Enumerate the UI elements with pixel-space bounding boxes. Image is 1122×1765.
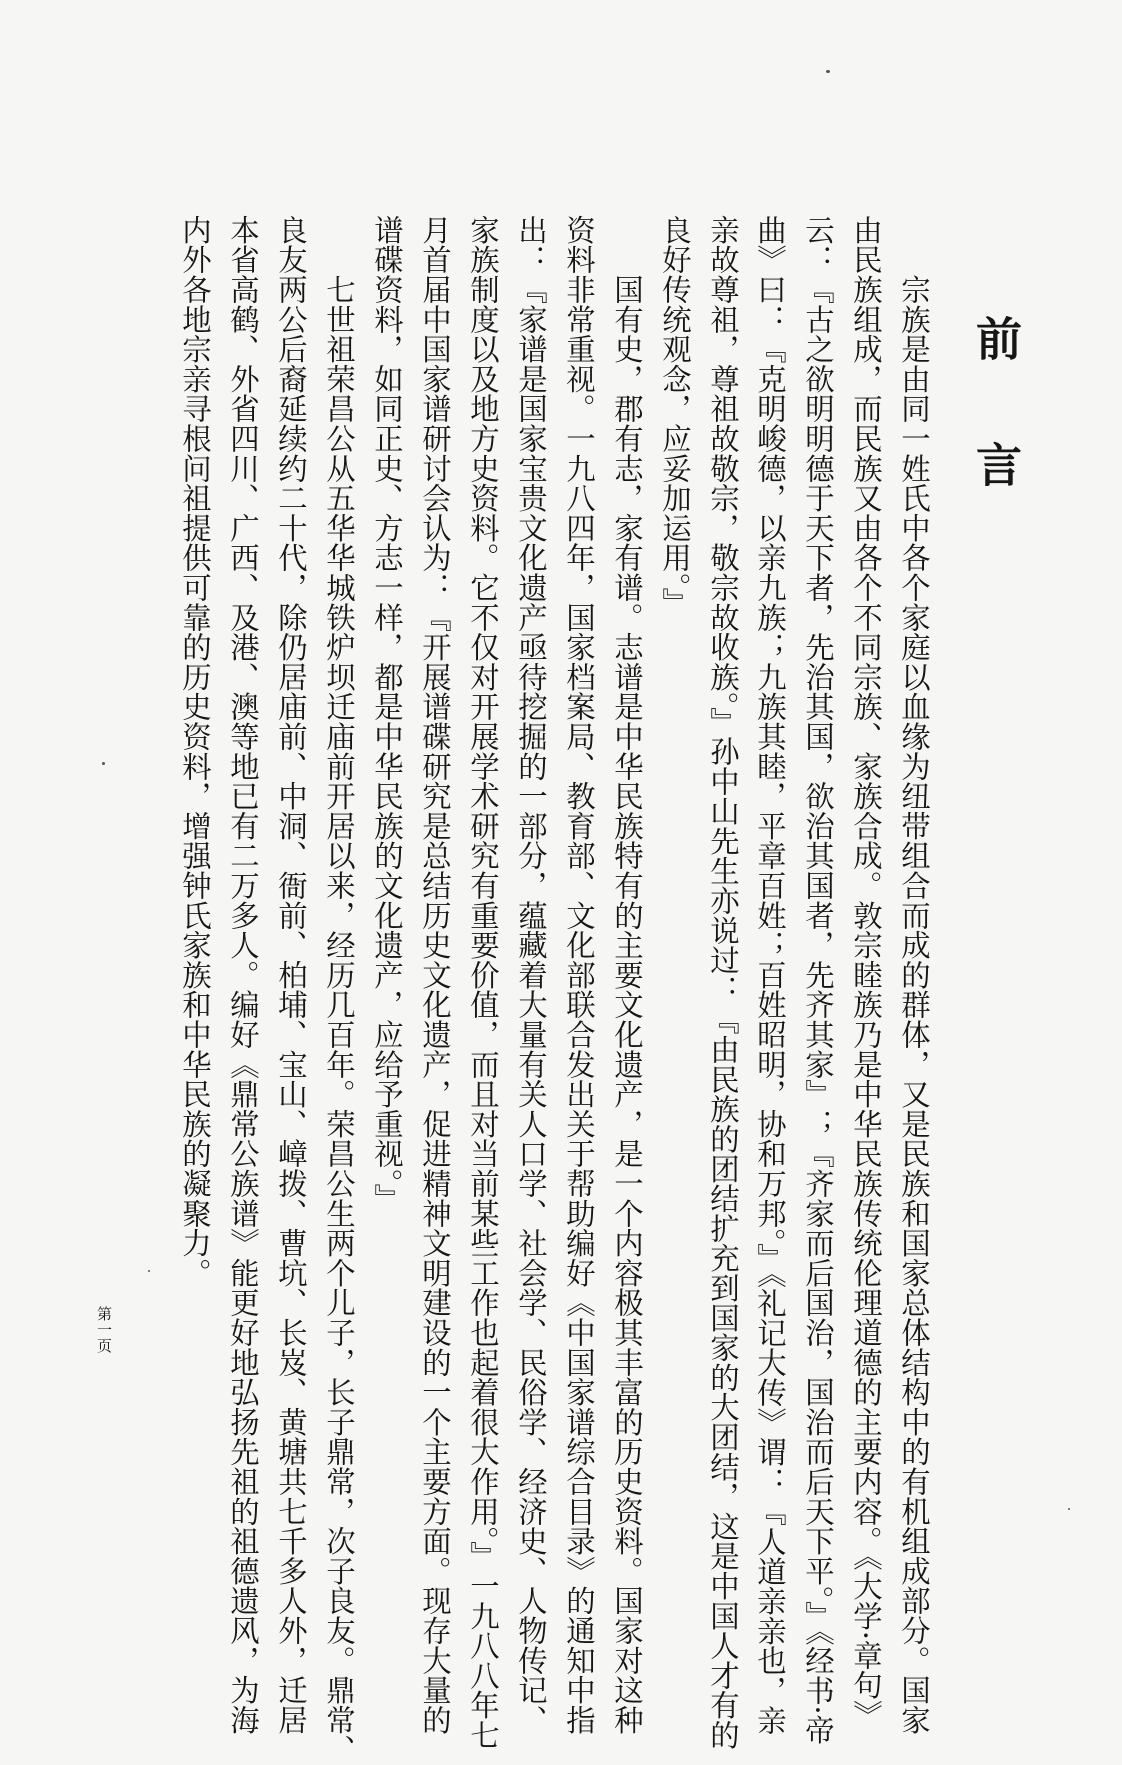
text-line: 本省高鹤、外省四川、广西、及港、澳等地已有二万多人。编好《鼎常公族谱》能更好地弘扬先祖的祖德遗风，为海 [226, 215, 260, 1735]
text-line: 家族制度以及地方史资料。它不仅对开展学术研究有重要价值，而且对当前某些工作也起着很大作用。』一九八八年七 [466, 215, 500, 1750]
text-line: 由民族组成，而民族又由各个不同宗族、家族合成。敦宗睦族乃是中华民族传统伦理道德的主要内容。《大学·章句》 [849, 215, 883, 1730]
text-line: 曲》曰：『克明峻德，以亲九族；九族其睦，平章百姓；百姓昭明，协和万邦。』《礼记大传》谓：『人道亲亲也，亲 [753, 215, 787, 1736]
scan-speck [102, 762, 105, 765]
page-number: 第一页 [95, 1306, 113, 1354]
text-line: 云：『古之欲明明德于天下者，先治其国，欲治其国者，先齐其家』；『齐家而后国治，国治而后天下平。』《经书·帝 [801, 215, 835, 1745]
scan-speck [1068, 1508, 1070, 1510]
text-line: 亲故尊祖，尊祖故敬宗，敬宗故收族。』孙中山先生亦说过：『由民族的团结扩充到国家的大团结，这是中国人才有的 [706, 215, 740, 1750]
text-line: 出：『家谱是国家宝贵文化遗产亟待挖掘的一部分，蕴藏着大量有关人口学、社会学、民俗学、经济史、人物传记、 [514, 215, 548, 1735]
text-line: 内外各地宗亲寻根问祖提供可靠的历史资料，增强钟氏家族和中华民族的凝聚力。 [178, 215, 212, 1288]
page-title: 前 言 [969, 315, 1023, 520]
scan-speck [148, 1270, 150, 1272]
text-line: 七世祖荣昌公从五华华城铁炉坝迁庙前开居以来，经历几百年。荣昌公生两个儿子，长子鼎常，次子良友。鼎常、 [322, 215, 356, 1765]
scan-speck [826, 70, 830, 73]
text-line: 良友两公后裔延续约二十代，除仍居庙前、中洞、衙前、柏埔、宝山、嶂拨、曹坑、长岌、黄塘共七千多人外，迁居 [274, 215, 308, 1735]
text-line: 资料非常重视。一九八四年，国家档案局、教育部、文化部联合发出关于帮助编好《中国家谱综合目录》的通知中指 [562, 215, 596, 1735]
text-line: 国有史，郡有志，家有谱。志谱是中华民族特有的主要文化遗产，是一个内容极其丰富的历史资料。国家对这种 [610, 215, 644, 1735]
text-line: 谱碟资料，如同正史、方志一样，都是中华民族的文化遗产，应给予重视。』 [370, 215, 404, 1214]
text-line: 宗族是由同一姓氏中各个家庭以血缘为纽带组合而成的群体，又是民族和国家总体结构中的有机组成部分。国家 [897, 215, 931, 1735]
text-line: 月首届中国家谱研讨会认为：『开展谱碟研究是总结历史文化遗产，促进精神文明建设的一个主要方面。现存大量的 [418, 215, 452, 1735]
text-line: 良好传统观念，应妥加运用。』 [658, 215, 692, 618]
